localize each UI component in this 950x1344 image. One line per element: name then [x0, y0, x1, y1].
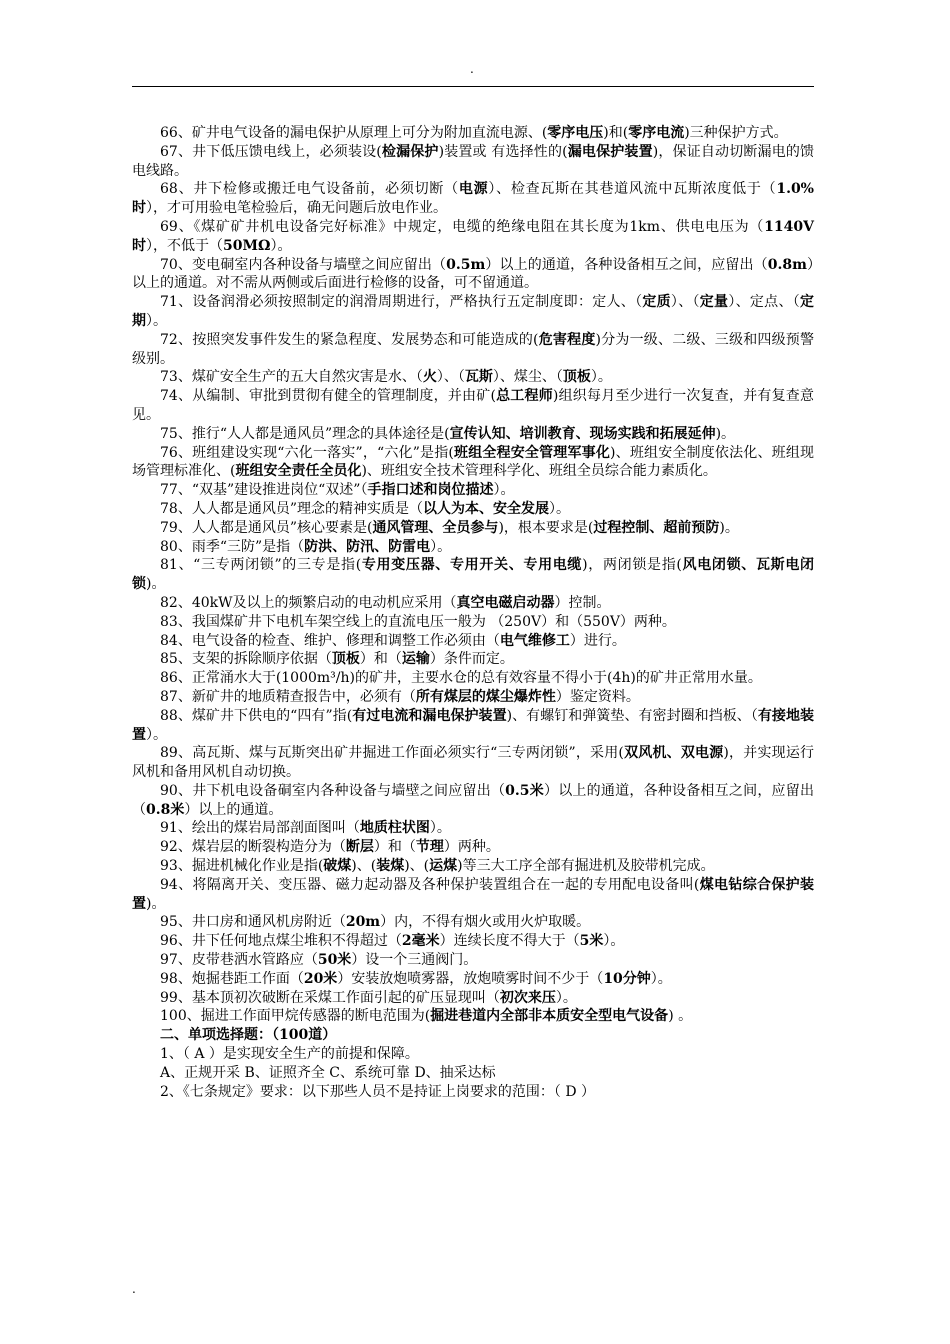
answer-text: 50米 [317, 952, 352, 969]
question-text: ）。 [429, 820, 451, 837]
answer-text: 顶板 [562, 369, 591, 386]
answer-text: 1.0% 时 [132, 181, 814, 217]
question-text: ）和（ [373, 839, 416, 856]
question-text: 95、井口房和通风机房附近（ [160, 914, 346, 931]
answer-text: 煤电钻综合保护装置 [132, 876, 815, 912]
answer-text: 掘进巷道内全部非本质安全型电气设备 [430, 1008, 669, 1025]
question-text: ）以上的通道。对不需从两侧或后面进行检修的设备，可不留通道。 [132, 256, 815, 292]
answer-text: 专用变压器、专用开关、专用电缆 [361, 557, 583, 574]
question-item [132, 650, 814, 669]
question-item [132, 218, 814, 256]
answer-text: 过程控制、超前预防 [593, 519, 720, 536]
question-item [132, 970, 814, 989]
answer-text: 危害程度 [538, 331, 596, 348]
answer-text: 所有煤层的煤尘爆炸性 [415, 688, 556, 705]
question-text: ）内，不得有烟火或用火炉取暖。 [380, 914, 591, 931]
answer-text: 装煤 [376, 858, 405, 875]
question-item [132, 293, 814, 331]
question-text: )分为一级、二级、三级和四级预警级别。 [132, 331, 815, 367]
question-text: 79、人人都是通风员”核心要素是( [160, 519, 373, 536]
answer-text: 0.5m [446, 256, 486, 273]
answer-text: 以人为本、安全发展 [422, 500, 549, 517]
question-item [132, 387, 814, 425]
question-item [132, 556, 814, 594]
question-text: ）、检查瓦斯在其巷道风流中瓦斯浓度低于（ [488, 181, 777, 198]
question-text: 66、矿井电气设备的漏电保护从原理上可分为附加直流电源、( [160, 125, 548, 141]
answer-text: 真空电磁启动器 [456, 594, 555, 611]
question-text: 68、井下检修或搬迁电气设备前，必须切断（ [160, 181, 459, 198]
question-item [132, 331, 814, 369]
question-item [132, 143, 814, 181]
question-text: ）。 [146, 726, 167, 743]
question-text: ），不低于（ [146, 237, 223, 254]
question-text: 67、井下低压馈电线上，必须装设( [160, 143, 382, 160]
question-item [132, 538, 814, 557]
question-text: 84、电气设备的检查、维护、修理和调整工作必须由（ [160, 632, 500, 649]
answer-text: 破煤 [323, 858, 352, 875]
question-item [132, 368, 814, 387]
answer-text: 班组安全责任全员化 [235, 463, 362, 480]
question-text: )。 [146, 576, 166, 593]
answer-text: 零序电流 [628, 125, 685, 141]
answer-text: 定量 [699, 294, 729, 311]
question-text: )和( [603, 125, 629, 141]
question-text: ）。 [650, 970, 672, 987]
answer-text: 定期 [132, 294, 815, 329]
question-text: )，根本要求是( [498, 519, 594, 536]
question-item [132, 444, 814, 482]
answer-text: 瓦斯 [464, 369, 493, 386]
question-text: 70、变电硐室内各种设备与墙壁之间应留出（ [160, 256, 447, 273]
question-text: ）、煤尘、（ [492, 369, 563, 386]
question-item [132, 688, 814, 707]
question-text: ）。 [493, 482, 515, 499]
question-text: )、( [404, 858, 430, 875]
answer-text: 初次来压 [499, 989, 556, 1006]
answer-text: 20米 [303, 970, 338, 987]
answer-text: 0.8米 [146, 801, 185, 818]
question-text: )，两闭锁是指( [582, 557, 682, 574]
question-text: ）以上的通道，各种设备相互之间，应留出（ [485, 256, 768, 273]
question-text: 80、雨季“三防”是指（ [160, 538, 305, 555]
question-text: )，并实现运行风机和备用风机自动切换。 [132, 745, 815, 781]
answer-text: 防洪、防汛、防雷电 [304, 538, 431, 555]
question-text: )装置或 有选择性的( [438, 143, 568, 160]
document-body [132, 124, 814, 1101]
question-text: 75、推行“人人都是通风员”理念的具体途径是( [160, 425, 450, 442]
question-text: )、有螺钉和弹簧垫、有密封圈和挡板、（ [506, 707, 758, 724]
question-text: 92、煤岩层的断裂构造分为（ [160, 839, 346, 856]
question-text: ）、定点、（ [728, 294, 801, 311]
question-item [132, 707, 814, 745]
question-item [132, 989, 814, 1008]
question-text: 85、支架的拆除顺序依据（ [160, 651, 332, 668]
answer-text: 双风机、双电源 [623, 745, 724, 762]
answer-text: 20m [345, 914, 381, 931]
answer-text: 电源 [458, 181, 489, 198]
answer-text: 地质柱状图 [359, 820, 430, 837]
question-text: ）和（ [359, 651, 402, 668]
answer-text: 运煤 [429, 858, 458, 875]
question-text: )。 [146, 895, 166, 912]
question-text: ）鉴定资料。 [555, 688, 640, 705]
question-text: ）进行。 [569, 632, 626, 649]
question-item [132, 669, 814, 688]
question-text: ）、（ [670, 294, 700, 311]
question-text: 91、绘出的煤岩局部剖面图叫（ [160, 820, 360, 837]
question-text: ）、（ [436, 369, 465, 386]
question-2-stem: 2、《七条规定》要求：以下那些人员不是持证上岗要求的范围：（ D ） [160, 1083, 596, 1100]
question-text: )、班组安全技术管理科学化、班组全员综合能力素质化。 [361, 463, 717, 480]
question-text: ）。 [430, 538, 452, 555]
answer-text: 总工程师 [495, 388, 553, 405]
question-text: ）以上的通道。 [184, 801, 283, 818]
question-text: )、( [351, 858, 377, 875]
answer-text: 电气维修工 [499, 632, 570, 649]
answer-text: 10分钟 [603, 970, 651, 987]
question-text: 72、按照突发事件发生的紧急程度、发展势态和可能造成的( [160, 331, 539, 348]
question-text: ）以上的通道，各种设备相互之间，应留出（ [132, 782, 814, 818]
question-text: ）。 [590, 369, 612, 386]
answer-text: 断层 [345, 839, 374, 856]
section-heading: 二、单项选择题：（100道） [160, 1027, 337, 1044]
answer-text: 0.8m [767, 256, 807, 273]
question-item [132, 951, 814, 970]
question-item [132, 425, 814, 444]
answer-text: 顶板 [331, 651, 360, 668]
question-text: ）设一个三通阀门。 [351, 952, 478, 969]
question-item [132, 1007, 814, 1026]
header-mark: . [470, 62, 474, 76]
question-item [132, 124, 814, 143]
question-item [132, 500, 814, 519]
question-text: ）两种。 [443, 839, 500, 856]
question-text: 98、炮掘巷距工作面（ [160, 970, 304, 987]
answer-text: 零序电压 [547, 125, 604, 141]
question-text: 76、班组建设实现“六化一落实”，“六化”是指( [160, 444, 454, 461]
question-item [132, 876, 814, 914]
answer-text: 漏电保护装置 [567, 143, 653, 160]
question-item [132, 782, 814, 820]
question-text: ）条件而定。 [429, 651, 514, 668]
question-text: 77、“双基”建设推进岗位“双述”（ [160, 482, 368, 499]
question-text: )。 [719, 519, 739, 536]
question-text: 71、设备润滑必须按照制定的润滑周期进行，严格执行五定制度即：定人、（ [160, 294, 643, 311]
answer-text: 宣传认知、培训教育、现场实践和拓展延伸 [449, 425, 716, 442]
answer-text: 5米 [579, 933, 604, 950]
question-text: ）。 [548, 500, 570, 517]
question-text: ）安装放炮喷雾器，放炮喷雾时间不少于（ [337, 970, 604, 987]
question-text: )。 [715, 425, 736, 442]
question-text: ）。 [555, 989, 577, 1006]
question-text: 83、我国煤矿井下电机车架空线上的直流电压一般为 （250V）和（550V）两种。 [160, 613, 676, 630]
question-text: ）。 [270, 237, 292, 254]
footer-mark: . [132, 1282, 136, 1296]
answer-text: 2毫米 [401, 933, 440, 950]
question-text: ），才可用验电笔检验后，确无问题后放电作业。 [146, 200, 447, 217]
question-1-options: A、正规开采 B、证照齐全 C、系统可靠 D、抽采达标 [160, 1064, 496, 1081]
question-1-stem: 1、（ A ）是实现安全生产的前提和保障。 [160, 1046, 419, 1063]
answer-text: 班组全程安全管理军事化 [453, 444, 611, 461]
question-item [132, 913, 814, 932]
answer-text: 检漏保护 [381, 143, 439, 160]
question-text: 100、掘进工作面甲烷传感器的断电范围为( [160, 1008, 431, 1025]
question-item [132, 180, 814, 218]
question-text: 74、从编制、审批到贯彻有健全的管理制度，并由矿( [160, 388, 496, 405]
question-text: 78、人人都是通风员”理念的精神实质是（ [160, 500, 423, 517]
question-text: 94、将隔离开关、变压器、磁力起动器及各种保护装置组合在一起的专用配电设备叫( [160, 876, 700, 893]
answer-text: 50MΩ [223, 237, 271, 254]
question-text: ）。 [603, 933, 625, 950]
answer-text: 运输 [401, 651, 430, 668]
question-item [132, 594, 814, 613]
question-text: )三种保护方式。 [684, 125, 788, 141]
question-text: 69、《煤矿矿井机电设备完好标准》中规定，电缆的绝缘电阻在其长度为1km、供电电压为（ [160, 218, 765, 235]
question-text: 97、皮带巷洒水管路应（ [160, 952, 318, 969]
question-item [132, 613, 814, 632]
question-text: 90、井下机电设备硐室内各种设备与墙壁之间应留出（ [160, 782, 506, 799]
question-text: 93、掘进机械化作业是指( [160, 858, 324, 875]
question-text: 89、高瓦斯、煤与瓦斯突出矿井掘进工作面必须实行“三专两闭锁”，采用( [160, 745, 624, 762]
answer-text: 火 [422, 369, 437, 386]
question-text: )等三大工序全部有掘进机及胶带机完成。 [457, 858, 715, 875]
question-text: ) 。 [668, 1008, 693, 1025]
question-text: 82、40kW及以上的频繁启动的电动机应采用（ [160, 594, 457, 611]
answer-text: 有过电流和漏电保护装置 [352, 707, 507, 724]
question-item [132, 744, 814, 782]
question-item [132, 932, 814, 951]
answer-text: 风电闭锁、瓦斯电闭锁 [132, 557, 815, 593]
answer-text: 有接地装置 [132, 707, 814, 743]
question-item [132, 819, 814, 838]
question-item [132, 838, 814, 857]
question-item [132, 256, 814, 294]
question-text: ）控制。 [554, 594, 611, 611]
fill-in-blank-list [132, 124, 814, 1026]
question-item [132, 632, 814, 651]
question-item [132, 519, 814, 538]
question-text: 88、煤矿井下供电的“四有”指( [160, 707, 353, 724]
answer-text: 定质 [642, 294, 671, 311]
question-text: )，保证自动切断漏电的馈电线路。 [132, 143, 815, 179]
question-item [132, 857, 814, 876]
answer-text: 0.5米 [505, 782, 544, 799]
answer-text: 手指口述和岗位描述 [367, 482, 494, 499]
question-text: 81、“三专两闭锁”的三专是指( [160, 557, 362, 574]
answer-text: 节理 [415, 839, 444, 856]
question-item [132, 481, 814, 500]
question-text: 86、正常涌水大于(1000m³/h)的矿井，主要水仓的总有效容量不得小于(4h)的矿井正常用水量。 [160, 670, 762, 687]
question-text: ）。 [146, 312, 167, 329]
header-rule [132, 86, 814, 87]
question-text: 73、煤矿安全生产的五大自然灾害是水、（ [160, 369, 423, 386]
question-text: 96、井下任何地点煤尘堆积不得超过（ [160, 933, 402, 950]
question-text: 87、新矿井的地质精查报告中，必须有（ [160, 688, 416, 705]
answer-text: 1140V时 [132, 218, 814, 254]
question-text: ）连续长度不得大于（ [439, 933, 580, 950]
answer-text: 通风管理、全员参与 [372, 519, 499, 536]
question-text: )、班组安全制度依法化、班组现场管理标准化、( [132, 444, 814, 480]
question-text: )组织每月至少进行一次复查，并有复查意见。 [132, 388, 815, 423]
question-text: 99、基本顶初次破断在采煤工作面引起的矿压显现叫（ [160, 989, 500, 1006]
